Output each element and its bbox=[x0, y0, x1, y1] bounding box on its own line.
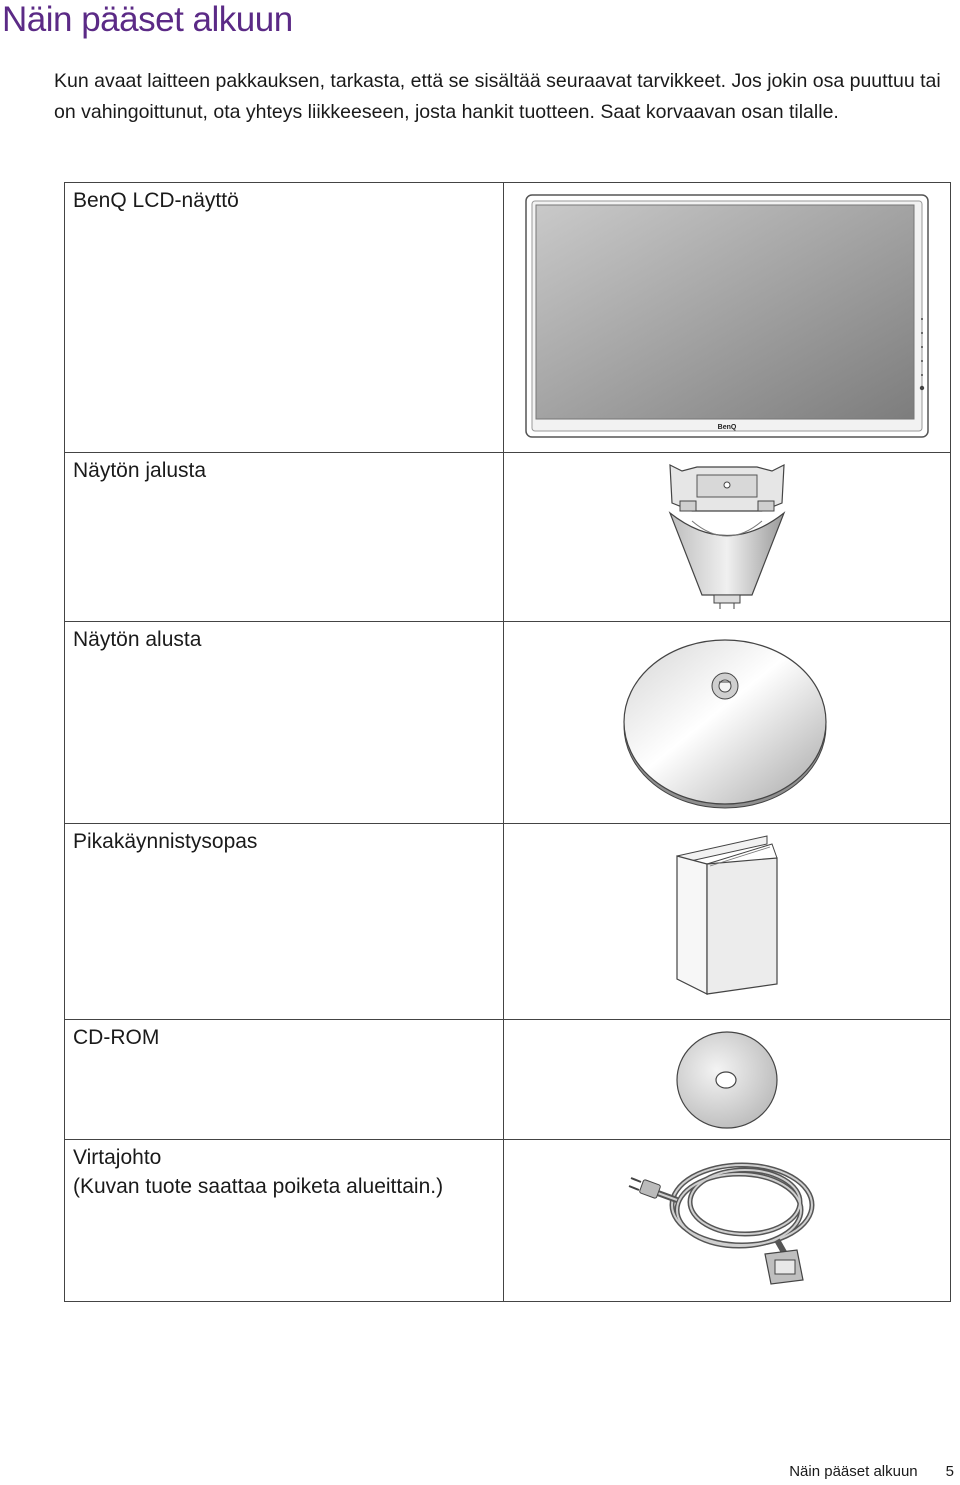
item-image-cell bbox=[504, 824, 951, 1020]
table-row bbox=[65, 453, 951, 622]
intro-paragraph: Kun avaat laitteen pakkauksen, tarkasta, että se sisältää seuraavat tarvikkeet. Jos jokin osa puuttuu tai on vahingoittunut, ota yhteys liikkeeseen, josta hankit tuotteen. Saat korvaavan osan tilalle. bbox=[54, 70, 941, 123]
brand-logo: BenQ bbox=[717, 424, 737, 431]
item-image-cell bbox=[504, 1140, 951, 1302]
table-row bbox=[65, 183, 951, 453]
item-label-cell bbox=[65, 1020, 504, 1140]
item-label: Näytön alusta bbox=[73, 628, 202, 651]
item-image-cell bbox=[504, 1020, 951, 1140]
page-title: Näin pääset alkuun bbox=[2, 0, 293, 39]
power-cable-illustration bbox=[627, 1150, 827, 1290]
item-label: Näytön jalusta bbox=[73, 459, 207, 482]
table-row bbox=[65, 622, 951, 824]
table-row bbox=[65, 1140, 951, 1302]
item-label-cell bbox=[65, 1140, 504, 1302]
item-label: Virtajohto bbox=[73, 1146, 162, 1169]
page-number: 5 bbox=[945, 1463, 954, 1480]
page-footer bbox=[789, 1463, 954, 1480]
package-contents-table bbox=[64, 182, 951, 1302]
item-label: CD-ROM bbox=[73, 1026, 160, 1049]
item-note: (Kuvan tuote saattaa poiketa alueittain.) bbox=[73, 1175, 444, 1198]
footer-section: Näin pääset alkuun bbox=[789, 1463, 918, 1480]
item-label: Pikakäynnistysopas bbox=[73, 830, 258, 853]
item-label: BenQ LCD-näyttö bbox=[73, 189, 239, 212]
stand-illustration bbox=[662, 463, 792, 613]
item-image-cell bbox=[504, 622, 951, 824]
item-label-cell bbox=[65, 453, 504, 622]
item-image-cell bbox=[504, 453, 951, 622]
table-row bbox=[65, 824, 951, 1020]
item-label-cell bbox=[65, 622, 504, 824]
base-illustration bbox=[622, 632, 832, 812]
table-row bbox=[65, 1020, 951, 1140]
item-label-cell bbox=[65, 183, 504, 453]
booklet-illustration bbox=[672, 834, 782, 999]
cd-illustration bbox=[672, 1028, 782, 1132]
monitor-illustration bbox=[522, 191, 932, 441]
item-image-cell bbox=[504, 183, 951, 453]
item-label-cell bbox=[65, 824, 504, 1020]
